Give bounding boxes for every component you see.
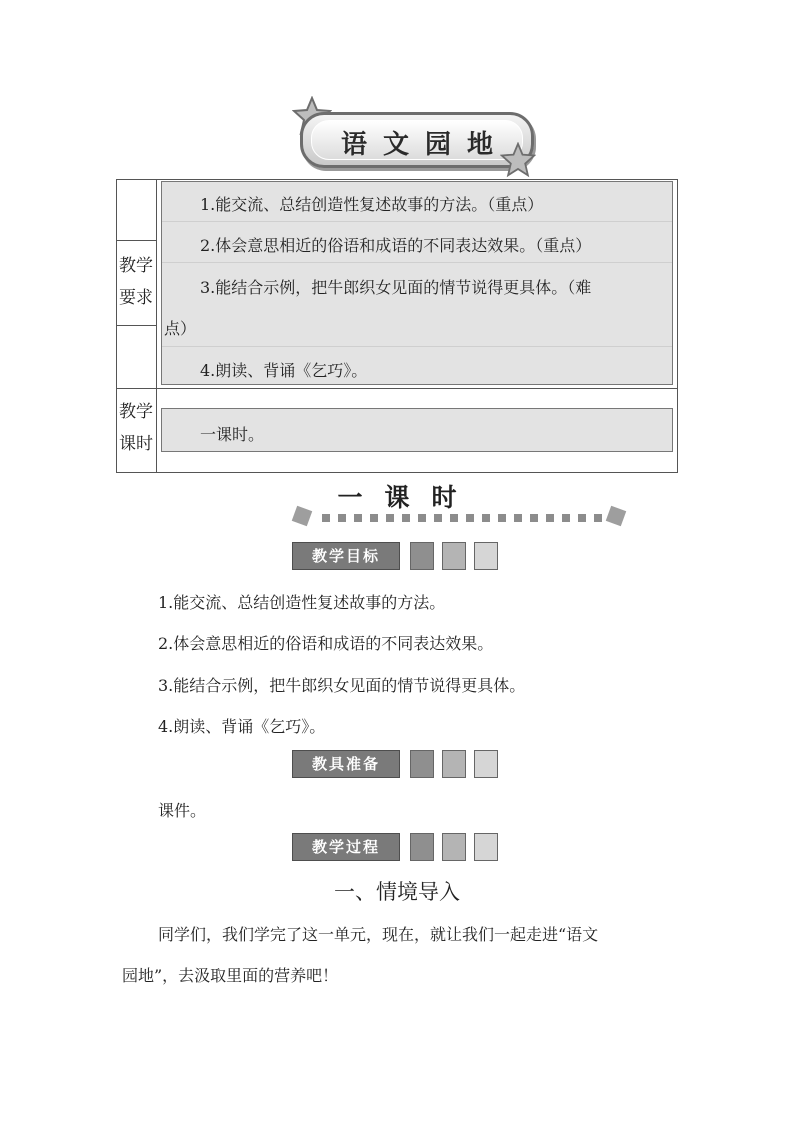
page-title: 语文园地 xyxy=(340,130,509,160)
objective-item: 2.体会意思相近的俗语和成语的不同表达效果。 xyxy=(158,634,494,653)
objective-item: 3.能结合示例，把牛郎织女见面的情节说得更具体。 xyxy=(158,676,526,695)
hours-value: 一课时。 xyxy=(200,425,265,444)
requirement-item: 3.能结合示例，把牛郎织女见面的情节说得更具体。（难 xyxy=(200,278,592,297)
table-label-requirements: 教学 要求 xyxy=(119,256,153,308)
objective-item: 1.能交流、总结创造性复述故事的方法。 xyxy=(158,593,446,612)
materials-text: 课件。 xyxy=(158,801,207,820)
requirement-item: 4.朗读、背诵《乞巧》。 xyxy=(200,361,368,380)
requirement-item: 点） xyxy=(164,319,197,338)
process-heading: 一、情境导入 xyxy=(334,880,460,904)
star-icon xyxy=(500,142,536,178)
table-label-hours: 教学 课时 xyxy=(119,402,153,454)
process-paragraph-line: 园地”，去汲取里面的营养吧！ xyxy=(122,966,339,985)
section-title: 一课时 xyxy=(337,483,479,512)
objective-item: 4.朗读、背诵《乞巧》。 xyxy=(158,717,326,736)
requirement-item: 2.体会意思相近的俗语和成语的不同表达效果。（重点） xyxy=(200,236,592,255)
requirement-item: 1.能交流、总结创造性复述故事的方法。（重点） xyxy=(200,195,544,214)
process-paragraph-line: 同学们，我们学完了这一单元，现在，就让我们一起走进“语文 xyxy=(158,925,599,944)
